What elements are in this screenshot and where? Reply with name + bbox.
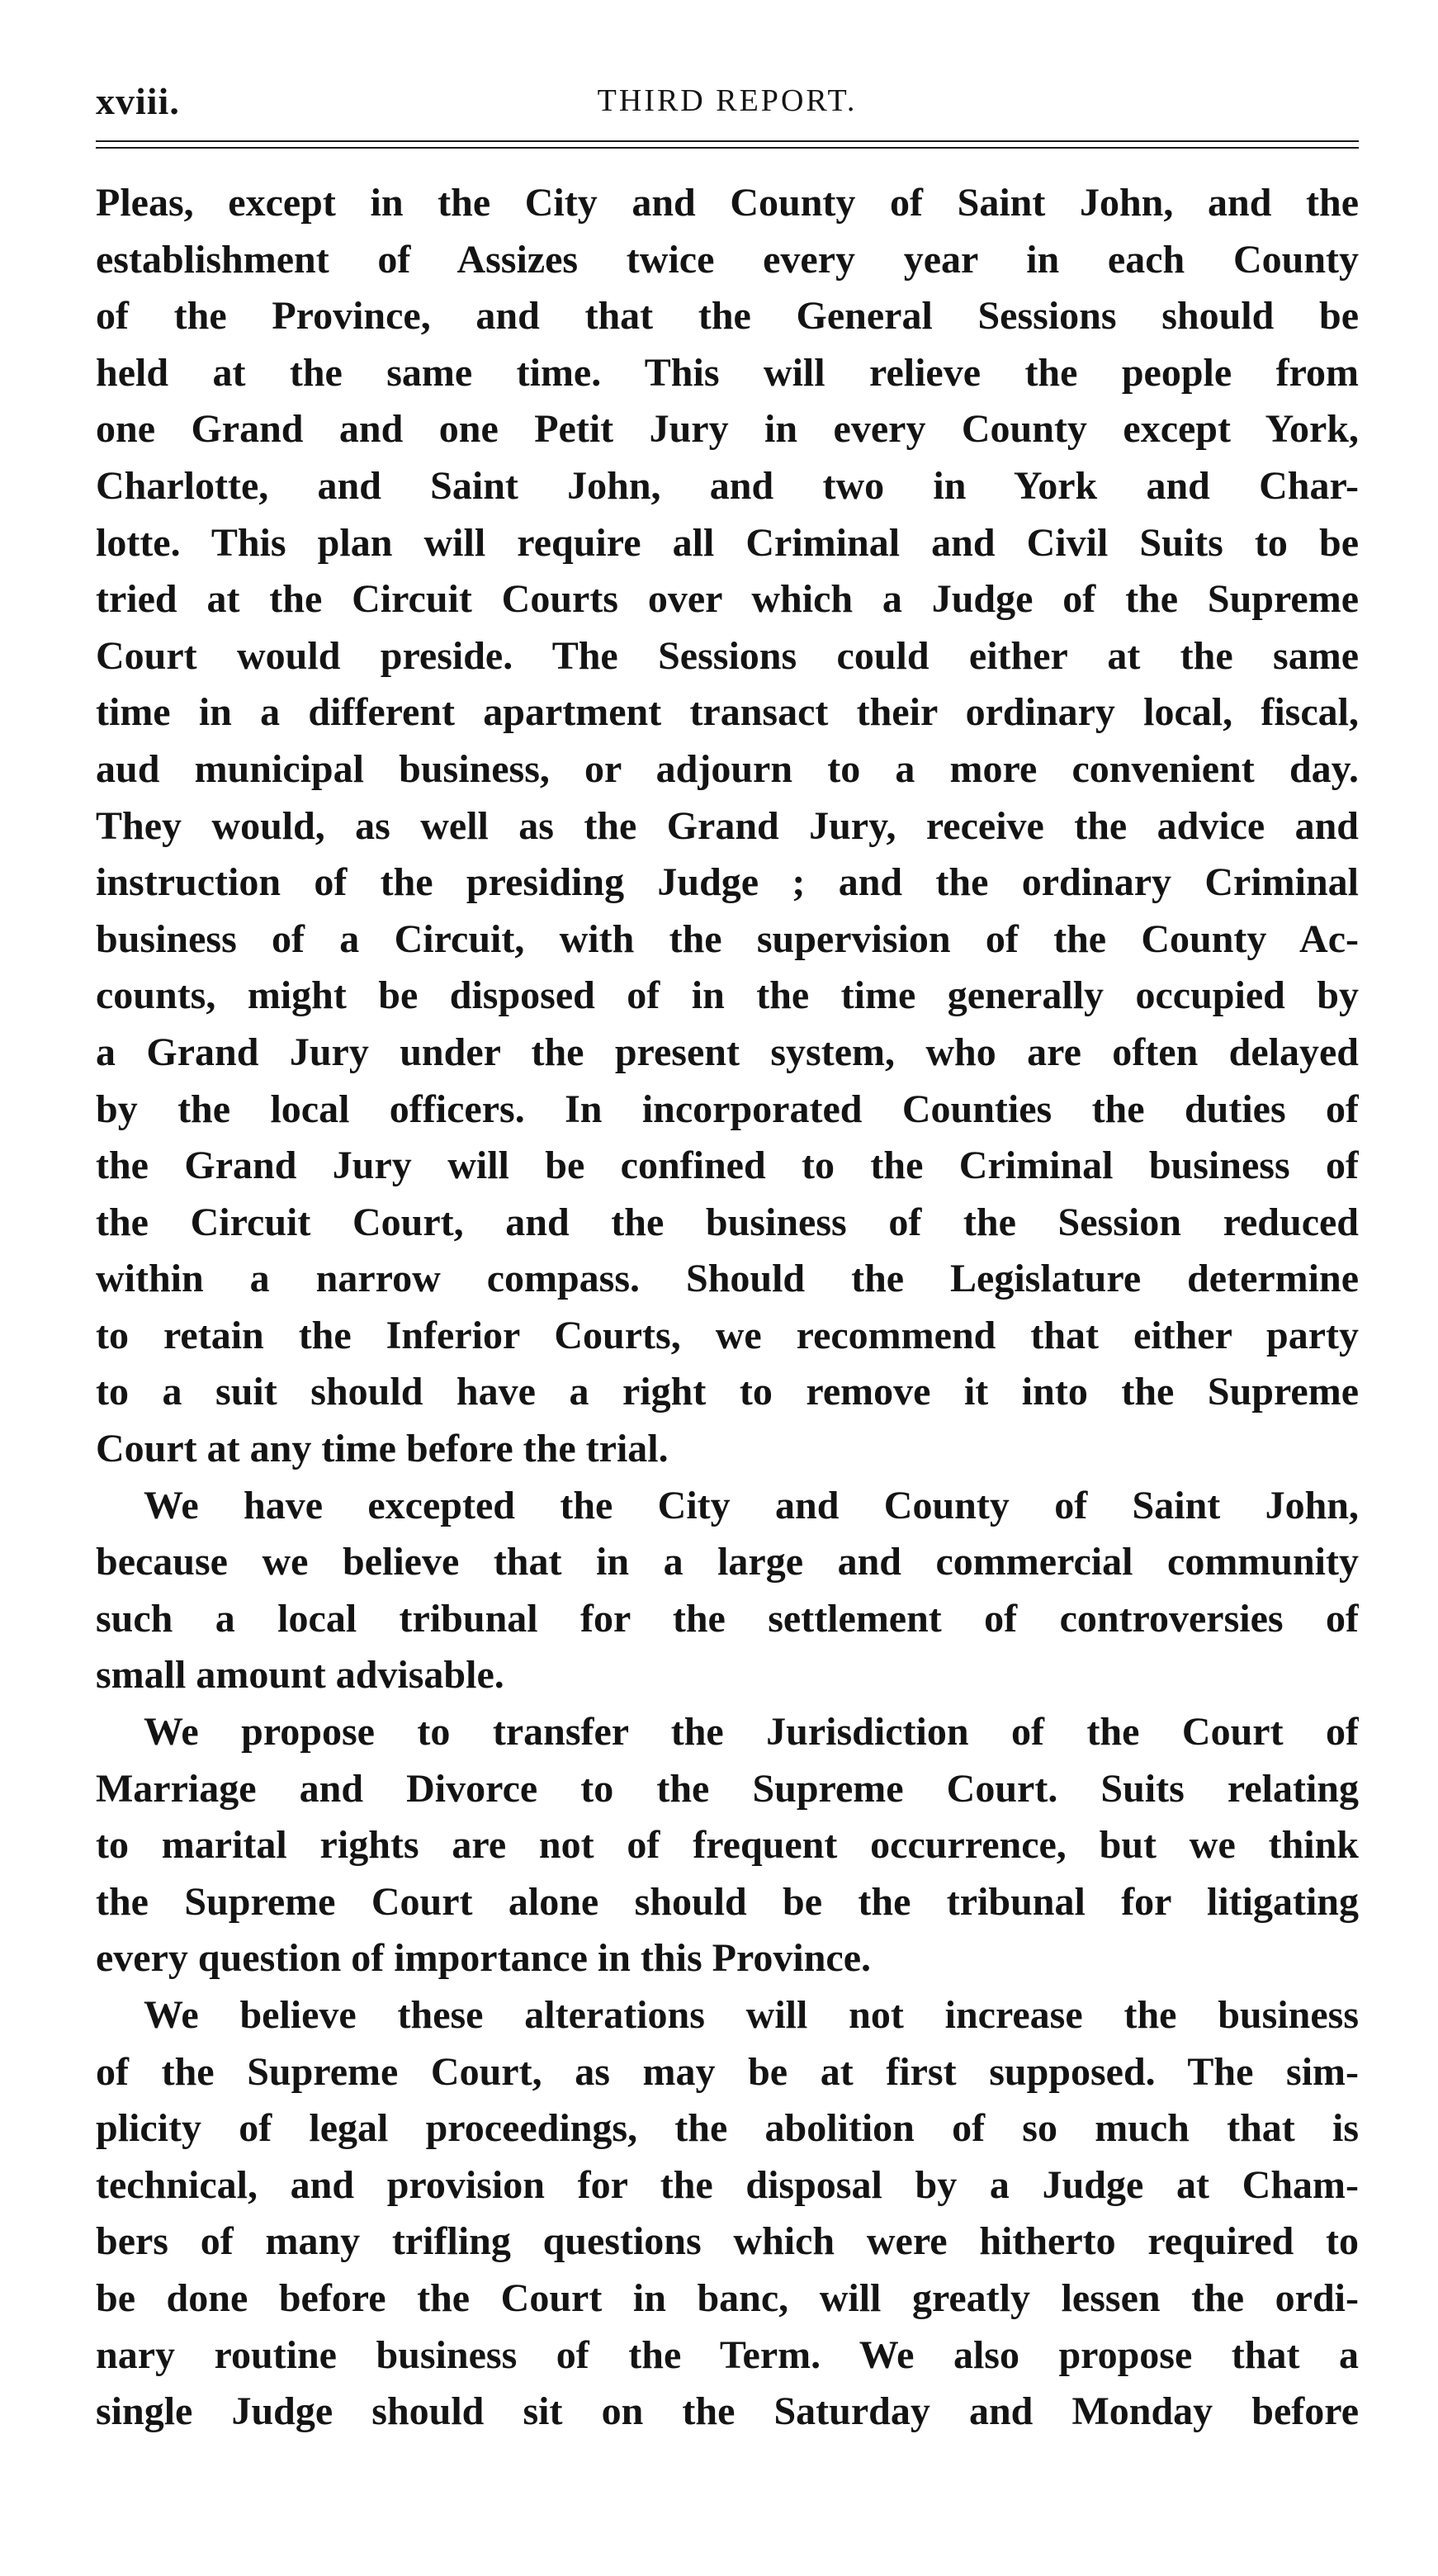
text-line: Marriage and Divorce to the Supreme Court. Suits relating — [96, 1766, 1359, 1811]
text-line: Court would preside. The Sessions could either at the same — [96, 633, 1359, 678]
text-line: of the Province, and that the General Sessions should be — [96, 294, 1359, 339]
text-line: because we believe that in a large and commercial community — [96, 1540, 1359, 1584]
text-line: the Grand Jury will be confined to the Criminal business of — [96, 1144, 1359, 1188]
text-line: one Grand and one Petit Jury in every County except York, — [96, 407, 1359, 452]
text-line: bers of many trifling questions which were hitherto required to — [96, 2219, 1359, 2264]
header-rule-bottom — [96, 147, 1359, 149]
paragraph-first-line: We have excepted the City and County of Saint John, — [144, 1483, 1359, 1527]
paragraph-last-line: small amount advisable. — [96, 1653, 504, 1698]
text-line: They would, as well as the Grand Jury, receive the advice and — [96, 803, 1359, 848]
page-number: xviii. — [96, 80, 180, 122]
text-line: within a narrow compass. Should the Legislature determine — [96, 1257, 1359, 1301]
text-line: by the local officers. In incorporated Counties the duties of — [96, 1087, 1359, 1131]
text-line: to retain the Inferior Courts, we recommend that either party — [96, 1313, 1359, 1357]
text-line: the Circuit Court, and the business of the Session reduced — [96, 1200, 1359, 1244]
header-rule-top — [96, 140, 1359, 142]
running-title: THIRD REPORT. — [597, 83, 858, 118]
text-line: Pleas, except in the City and County of Saint John, and the — [96, 181, 1359, 225]
paragraph-first-line: We propose to transfer the Jurisdiction of the Court of — [144, 1710, 1359, 1754]
text-line: instruction of the presiding Judge ; and the ordinary Criminal — [96, 860, 1359, 905]
text-line: tried at the Circuit Courts over which a Judge of the Supreme — [96, 577, 1359, 622]
text-line: lotte. This plan will require all Criminal and Civil Suits to be — [96, 520, 1359, 565]
paragraph-last-line: Court at any time before the trial. — [96, 1427, 669, 1471]
text-line: of the Supreme Court, as may be at first supposed. The sim- — [96, 2049, 1359, 2094]
text-line: held at the same time. This will relieve the people from — [96, 350, 1359, 395]
text-line: Charlotte, and Saint John, and two in York and Char- — [96, 463, 1359, 508]
text-line: counts, might be disposed of in the time generally occupied by — [96, 973, 1359, 1018]
text-line: aud municipal business, or adjourn to a more convenient day. — [96, 746, 1359, 791]
text-line: technical, and provision for the disposal by a Judge at Cham- — [96, 2162, 1359, 2207]
text-line: such a local tribunal for the settlement of controversies of — [96, 1596, 1359, 1641]
running-head — [96, 79, 1359, 129]
text-line: be done before the Court in banc, will greatly lessen the ordi- — [96, 2275, 1359, 2320]
text-line: to a suit should have a right to remove it into the Supreme — [96, 1370, 1359, 1414]
text-line: single Judge should sit on the Saturday and Monday before — [96, 2389, 1359, 2434]
text-line: the Supreme Court alone should be the tribunal for litigating — [96, 1879, 1359, 1924]
text-line: plicity of legal proceedings, the abolition of so much that is — [96, 2106, 1359, 2151]
text-line: to marital rights are not of frequent occurrence, but we think — [96, 1823, 1359, 1868]
body-text — [96, 175, 1359, 2441]
paragraph-last-line: every question of importance in this Province. — [96, 1936, 872, 1981]
text-line: a Grand Jury under the present system, who are often delayed — [96, 1030, 1359, 1074]
text-line: establishment of Assizes twice every year in each County — [96, 237, 1359, 282]
paragraph-first-line: We believe these alterations will not increase the business — [144, 1993, 1359, 2037]
text-line: business of a Circuit, with the supervision of the County Ac- — [96, 916, 1359, 961]
text-line: time in a different apartment transact their ordinary local, fiscal, — [96, 690, 1359, 735]
text-line: nary routine business of the Term. We also propose that a — [96, 2332, 1359, 2377]
